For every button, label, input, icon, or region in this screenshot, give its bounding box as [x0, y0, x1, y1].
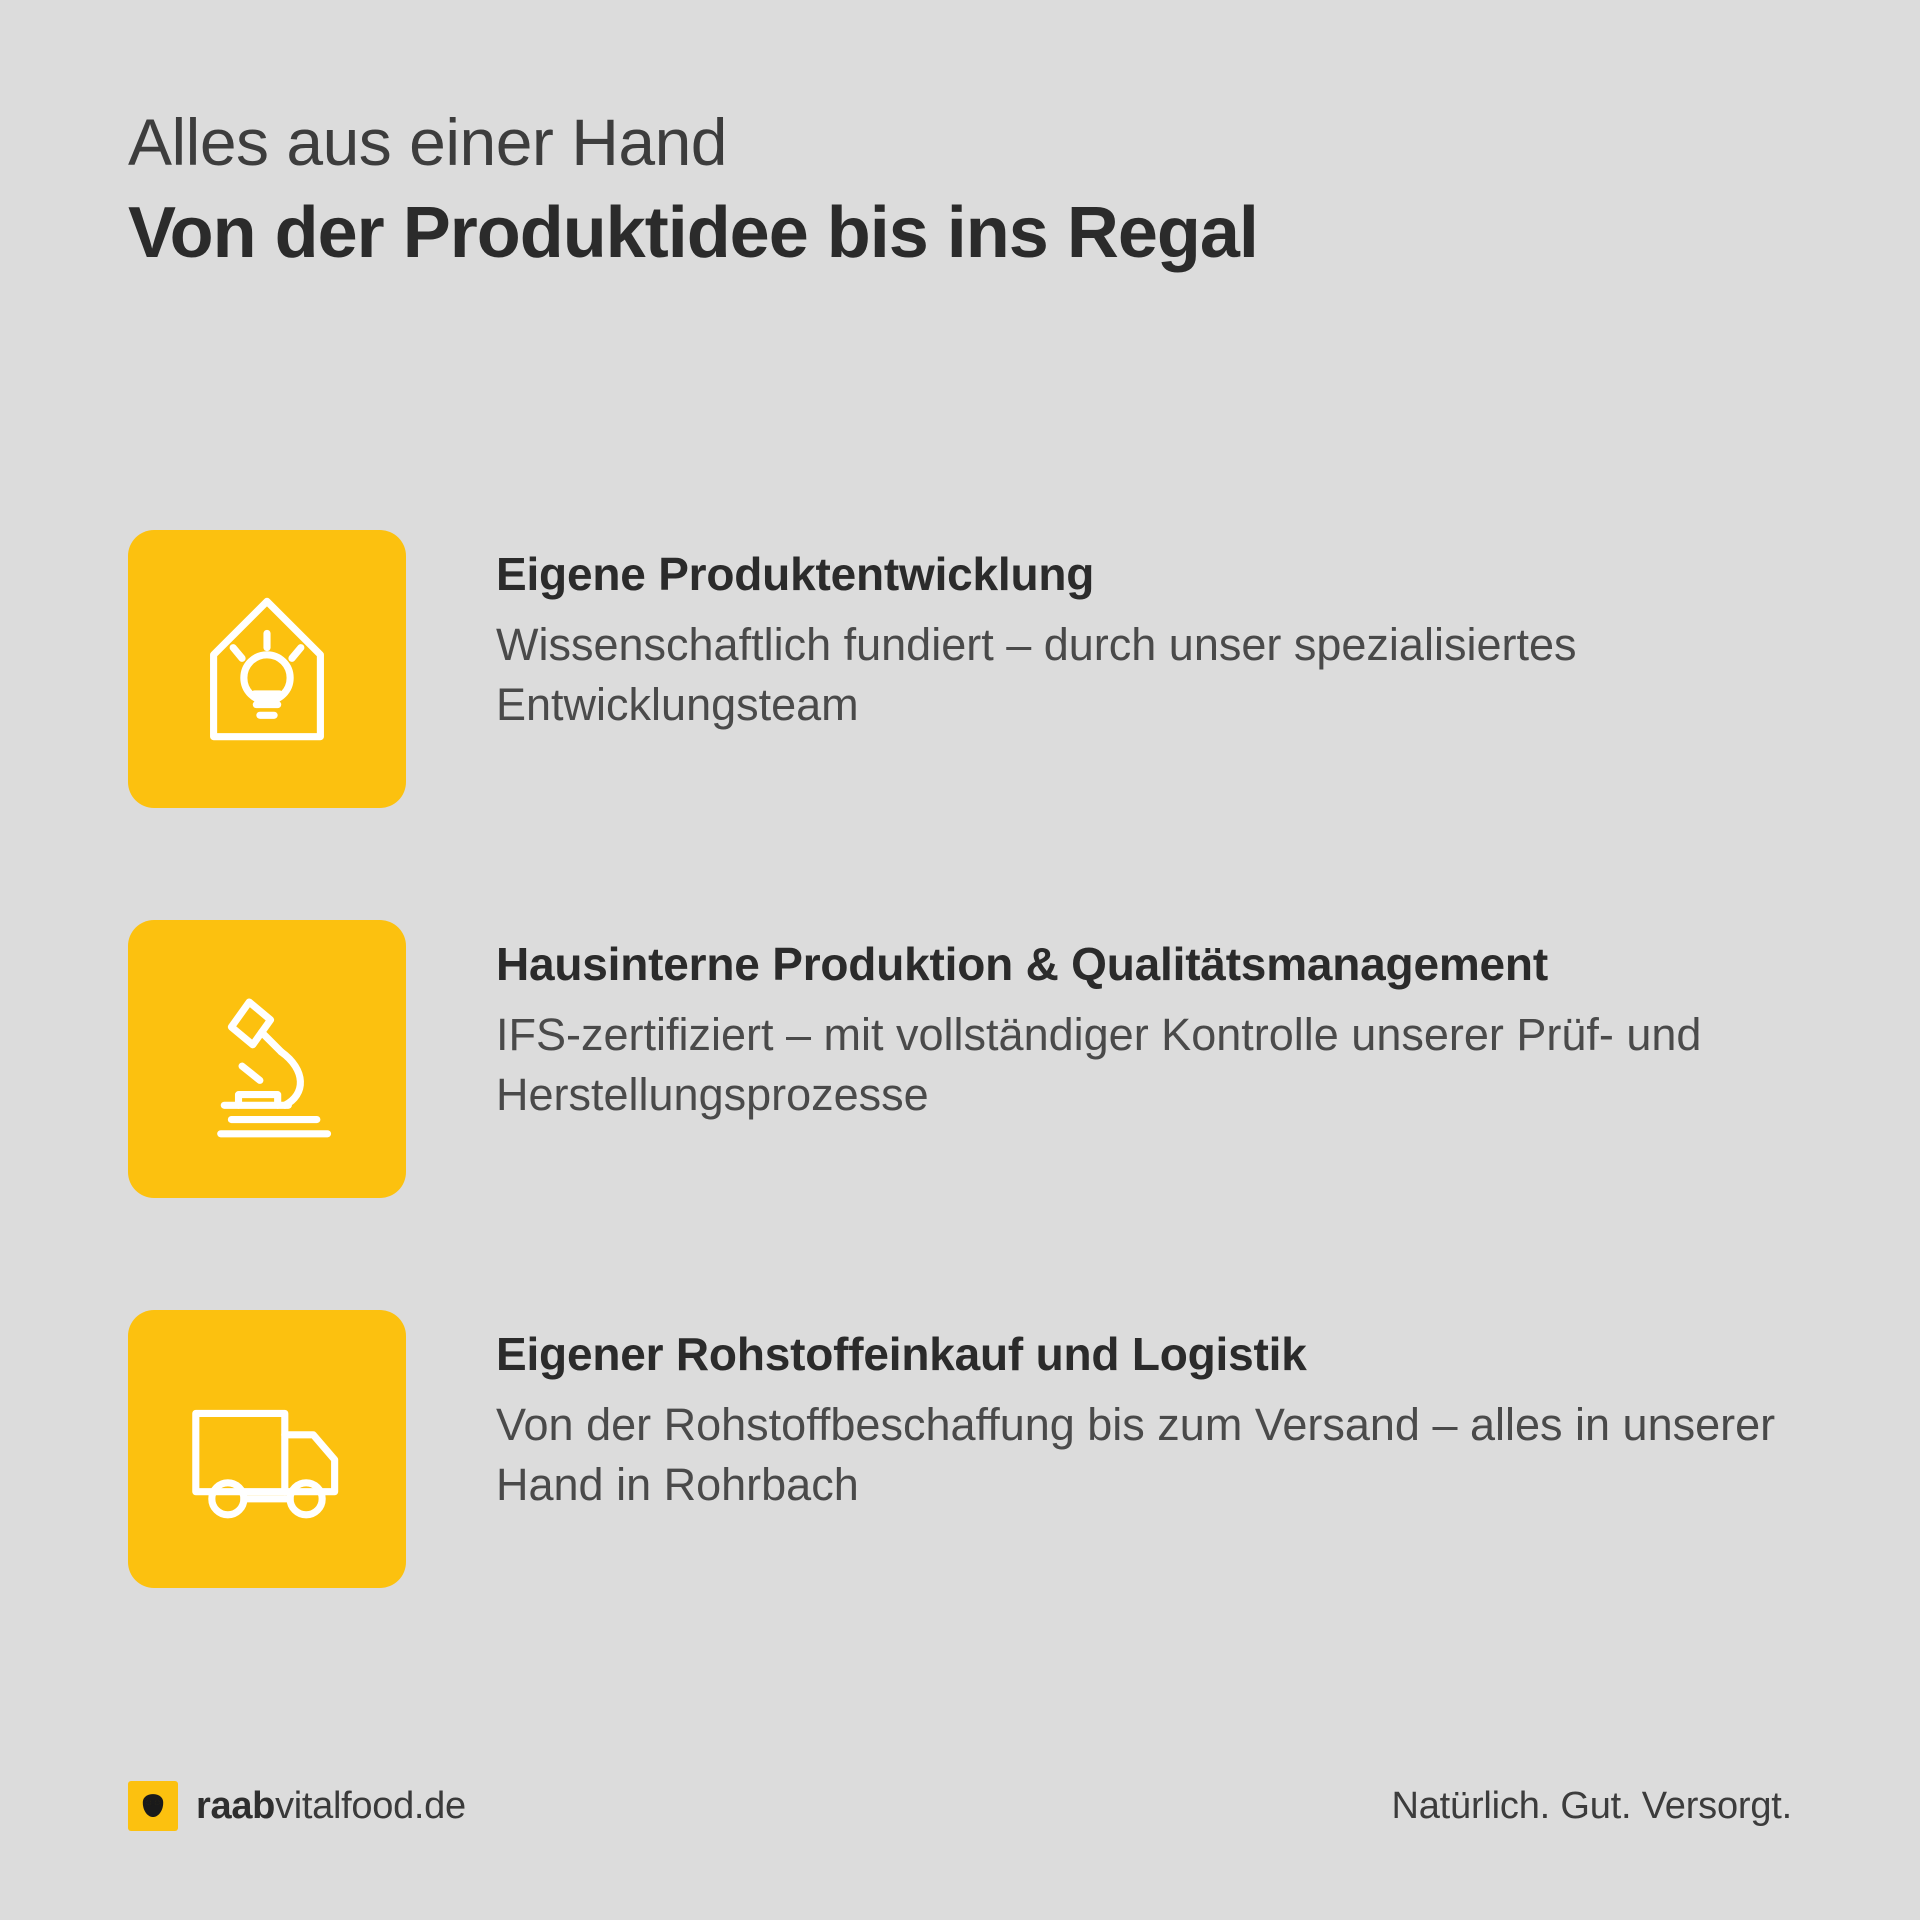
feature-item	[128, 530, 1828, 808]
feature-title: Eigene Produktentwicklung	[496, 548, 1095, 600]
feature-title: Eigener Rohstoffeinkauf und Logistik	[496, 1328, 1307, 1380]
tagline: Natürlich. Gut. Versorgt.	[1391, 1784, 1792, 1827]
feature-description: Wissenschaftlich fundiert – durch unser spezialisiertes Entwicklungsteam	[496, 618, 1577, 731]
microscope-icon	[128, 920, 406, 1198]
feature-text	[496, 1310, 1828, 1515]
footer	[0, 1776, 1920, 1836]
header-eyebrow: Alles aus einer Hand	[128, 105, 728, 179]
owl-logo-icon	[128, 1781, 178, 1831]
delivery-truck-icon	[128, 1310, 406, 1588]
page-title: Von der Produktidee bis ins Regal	[128, 193, 1258, 274]
feature-text	[496, 920, 1828, 1125]
brand-name-bold: raab	[196, 1784, 276, 1827]
feature-description: IFS-zertifiziert – mit vollständiger Kontrolle unserer Prüf- und Herstellungsprozesse	[496, 1008, 1702, 1121]
feature-list	[128, 530, 1828, 1588]
brand-name-light: vitalfood.de	[275, 1784, 466, 1827]
lightbulb-house-icon	[128, 530, 406, 808]
brand-name	[196, 1785, 466, 1828]
header	[128, 105, 1808, 274]
feature-text	[496, 530, 1828, 735]
feature-title: Hausinterne Produktion & Qualitätsmanagement	[496, 938, 1548, 990]
feature-description: Von der Rohstoffbeschaffung bis zum Versand – alles in unserer Hand in Rohrbach	[496, 1398, 1776, 1511]
brand-logo[interactable]	[128, 1781, 466, 1831]
feature-item	[128, 920, 1828, 1198]
feature-item	[128, 1310, 1828, 1588]
